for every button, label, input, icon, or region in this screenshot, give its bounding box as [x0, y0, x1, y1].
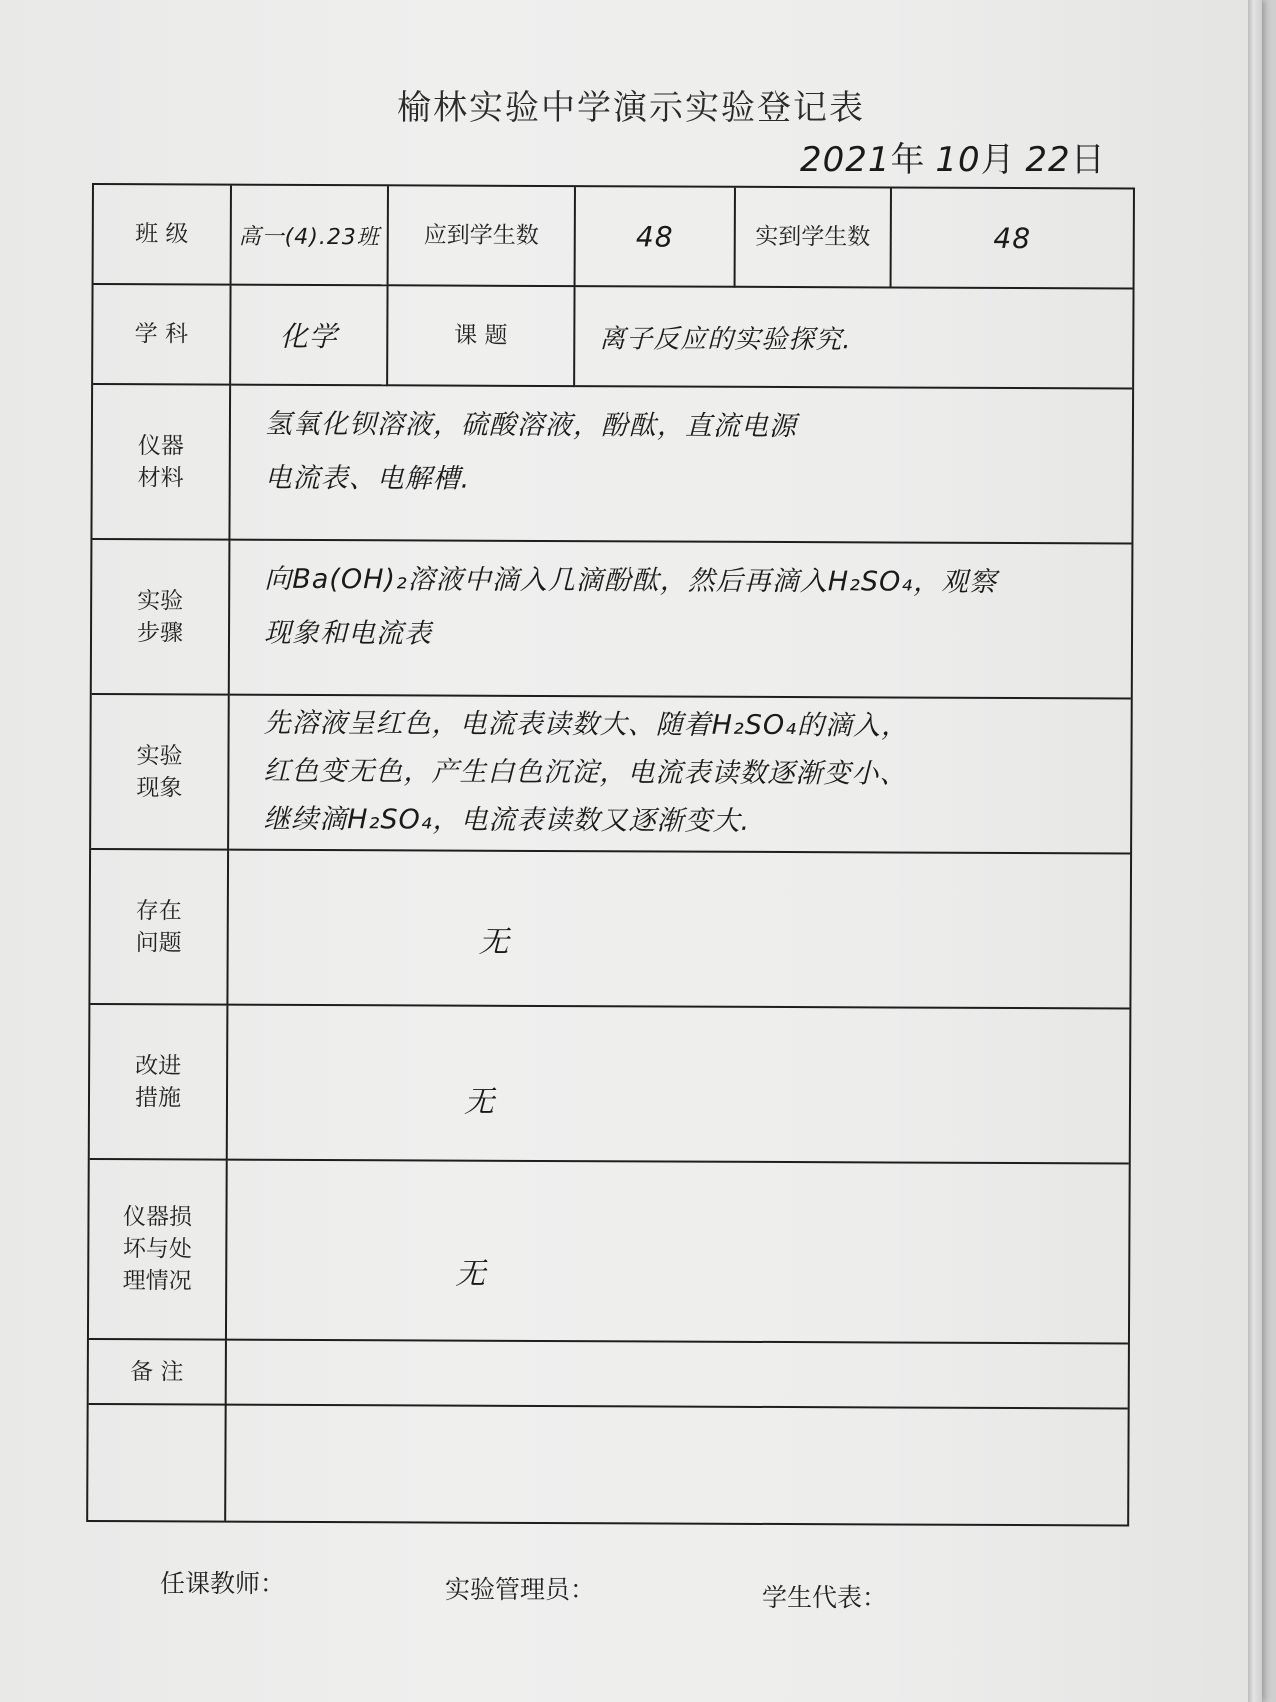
phenomena-line: 继续滴H₂SO₄，电流表读数又逐渐变大.: [263, 803, 751, 837]
steps-line: 现象和电流表: [263, 617, 433, 650]
steps-line: 向Ba(OH)₂溶液中滴入几滴酚酞，然后再滴入H₂SO₄，观察: [264, 563, 998, 598]
damage-label-line2: 坏与处: [122, 1236, 192, 1263]
materials-label-line1: 仪器: [137, 432, 184, 459]
damage-label: [89, 1160, 228, 1341]
materials-label-line2: 材料: [137, 464, 184, 491]
remarks-value: [226, 1341, 1128, 1525]
expected-students-value: 48: [576, 187, 736, 288]
phenomena-line: 红色变无色，产生白色沉淀，电流表读数逐渐变小、: [263, 755, 908, 790]
damage-label-line1: 仪器损: [122, 1204, 193, 1231]
improvements-label-line1: 改进: [135, 1052, 182, 1079]
registration-table: [86, 183, 1135, 1527]
teacher-signature-label: 任课教师：: [160, 1569, 286, 1598]
problems-label: [90, 850, 229, 1006]
subject-label: 学 科: [93, 285, 231, 386]
materials-label: [92, 385, 231, 541]
date-month-unit: 月: [980, 140, 1015, 180]
improvements-label: [90, 1005, 229, 1161]
materials-content: [230, 386, 1132, 545]
remarks-label-text: 备 注: [130, 1359, 184, 1386]
phenomena-line: 先溶液呈红色，电流表读数大、随着H₂SO₄的滴入，: [263, 707, 910, 742]
phenomena-label-line1: 实验: [136, 742, 183, 769]
expected-students-label: 应到学生数: [389, 186, 576, 287]
date-month: 10: [935, 140, 981, 180]
improvements-label-line2: 措施: [134, 1084, 182, 1111]
topic-value: 离子反应的实验探究.: [575, 287, 1132, 389]
steps-label-line2: 步骤: [136, 619, 184, 646]
improvements-value: 无: [228, 1006, 1130, 1165]
date-day: 22: [1025, 140, 1071, 180]
problems-value: 无: [228, 851, 1130, 1010]
steps-label-line1: 实验: [137, 587, 184, 614]
steps-content: [230, 541, 1132, 700]
topic-label: 课 题: [388, 286, 575, 387]
paper-stack-edge: [1248, 0, 1262, 1702]
actual-students-label: 实到学生数: [736, 188, 892, 289]
actual-students-value: 48: [892, 188, 1133, 289]
phenomena-label: [91, 695, 230, 851]
problems-label-line2: 问题: [135, 929, 182, 956]
damage-value: 无: [227, 1161, 1129, 1345]
admin-signature-label: 实验管理员：: [445, 1575, 596, 1604]
damage-label-line3: 理情况: [122, 1268, 192, 1295]
problems-label-line1: 存在: [135, 897, 182, 924]
form-date: [800, 132, 1105, 181]
materials-line: 电流表、电解槽.: [264, 462, 471, 495]
date-day-unit: 日: [1070, 140, 1105, 180]
phenomena-content: [229, 696, 1131, 855]
remarks-label: [88, 1340, 227, 1521]
subject-value: 化学: [231, 286, 388, 387]
class-value: 高一(4).23班: [232, 186, 389, 287]
materials-line: 氢氧化钡溶液，硫酸溶液，酚酞，直流电源: [264, 408, 798, 443]
date-year: 2021: [800, 140, 891, 180]
class-label: 班 级: [94, 185, 232, 286]
form-title: 榆林实验中学演示实验登记表: [397, 88, 865, 128]
student-signature-label: 学生代表：: [762, 1583, 888, 1612]
steps-label: [92, 540, 231, 696]
phenomena-label-line2: 现象: [136, 774, 183, 801]
date-year-unit: 年: [890, 140, 925, 180]
